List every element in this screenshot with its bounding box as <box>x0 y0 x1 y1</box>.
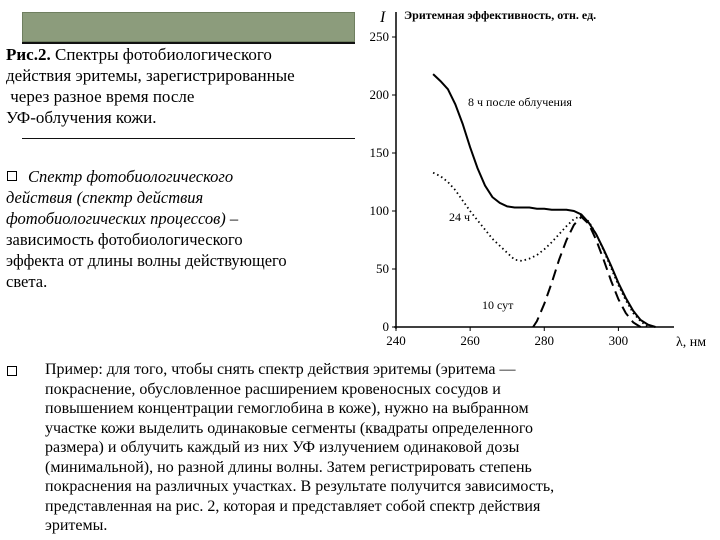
definition-line-3: фотобиологических процессов) – <box>6 209 239 228</box>
example-block <box>45 360 715 536</box>
caption-line-4: УФ-облучения кожи. <box>6 108 157 127</box>
example-line-2: покраснение, обусловленное расширением кровеносных сосудов и <box>45 380 501 398</box>
x-tick-label: 260 <box>460 333 480 348</box>
y-tick-label: 250 <box>369 29 389 44</box>
y-tick-label: 150 <box>369 145 389 160</box>
caption-text-1: Спектры фотобиологического <box>54 45 272 64</box>
definition-line-2: действия (спектр действия <box>6 188 204 207</box>
example-line-5: размера) и облучить каждый из них УФ излучением одинаковой дозы <box>45 439 520 456</box>
series-label-3: 10 сут <box>482 298 514 312</box>
example-bullet-icon <box>7 366 17 376</box>
y-tick-label: 0 <box>382 319 389 334</box>
example-line-8: представленная на рис. 2, которая и представляет собой спектр действия <box>45 497 541 515</box>
series-line-2 <box>433 173 648 327</box>
definition-block <box>6 166 356 292</box>
y-tick-label: 100 <box>369 203 389 218</box>
x-axis-title: λ, нм <box>676 335 707 350</box>
series-label-2: 24 ч <box>449 210 471 224</box>
header-bar <box>22 12 355 42</box>
caption-line-1 <box>6 44 356 65</box>
caption-line-2: действия эритемы, зарегистрированные <box>6 66 295 85</box>
example-line-6: (минимальной), но разной длины волны. Затем регистрировать степень <box>45 458 532 476</box>
x-tick-label: 240 <box>386 333 406 348</box>
series-label-1: 8 ч после облучения <box>468 95 572 109</box>
example-line-9: эритемы. <box>45 517 108 534</box>
chart-plot-area <box>370 12 675 348</box>
series-line-3 <box>533 217 641 327</box>
y-tick-label: 50 <box>376 261 389 276</box>
caption-line-3: через разное время после <box>6 87 195 106</box>
definition-line-1: Спектр фотобиологического <box>28 167 234 186</box>
y-axis-symbol: I <box>380 9 386 26</box>
caption-rule <box>22 138 355 139</box>
x-tick-label: 280 <box>534 333 555 348</box>
caption-label: Рис.2. <box>6 45 51 64</box>
definition-line-4: зависимость фотобиологического <box>6 230 243 249</box>
example-line-7: покраснения на различных участках. В результате получится зависимость, <box>45 478 555 495</box>
erythema-spectrum-chart <box>358 0 720 360</box>
definition-line-6: света. <box>6 272 48 291</box>
series-line-1 <box>433 74 655 327</box>
y-axis-title: Эритемная эффективность, отн. ед. <box>404 8 597 22</box>
definition-line-5: эффекта от длины волны действующего <box>6 251 287 270</box>
figure-caption <box>6 44 356 128</box>
example-line-1: Пример: для того, чтобы снять спектр действия эритемы (эритема — <box>45 361 516 378</box>
x-tick-label: 300 <box>608 333 629 348</box>
example-line-4: участке кожи выделить одинаковые сегменты (квадраты определенного <box>45 419 534 437</box>
y-tick-label: 200 <box>369 87 389 102</box>
example-line-3: повышением концентрации гемоглобина в коже), нужно на выбранном <box>45 400 529 417</box>
